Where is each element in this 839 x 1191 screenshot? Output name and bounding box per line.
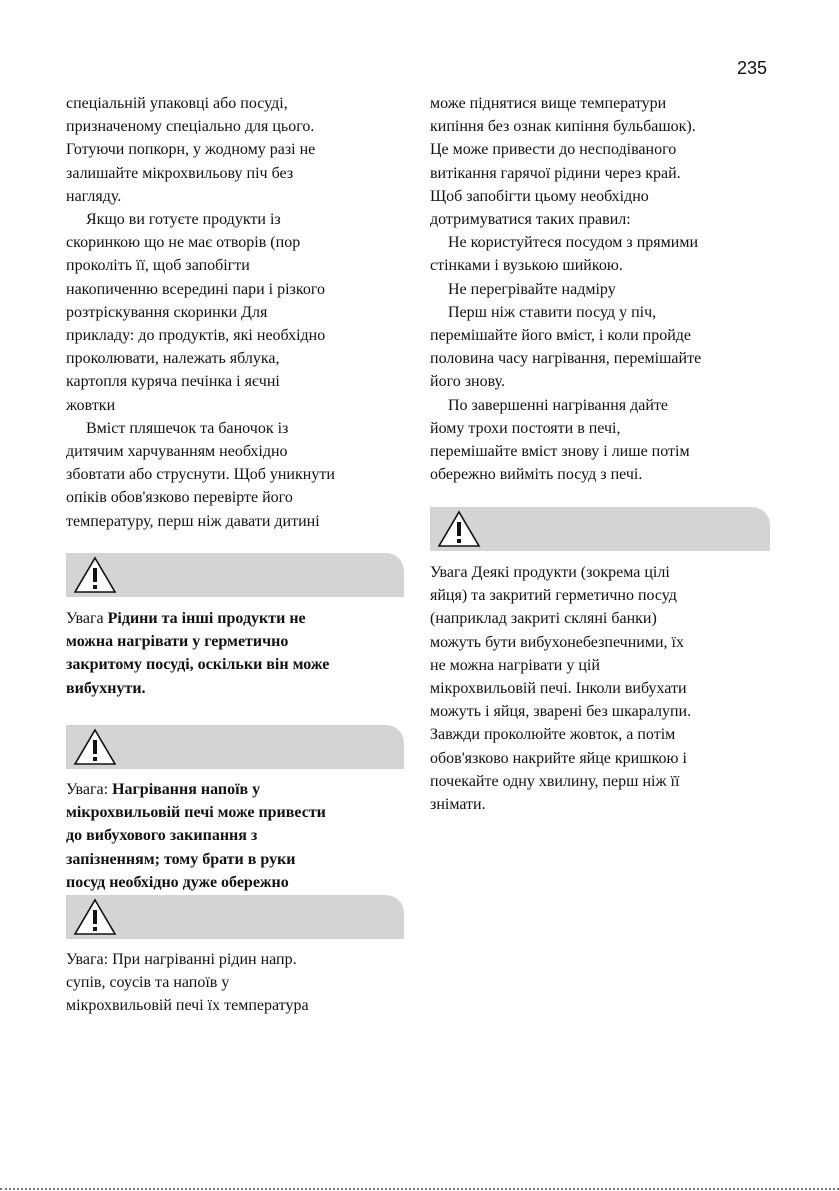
warning-bold-line: закритому посуді, оскільки він може <box>66 656 330 674</box>
text-line: Не перегрівайте надміру <box>448 280 616 298</box>
text-line: дотримуватися таких правил: <box>430 211 631 229</box>
text-line: Не користуйтеся посудом з прямими <box>448 234 698 252</box>
page-number: 235 <box>737 58 768 78</box>
text-line: обов'язково накрийте яйце кришкою і <box>430 749 687 767</box>
warning-triangle-icon <box>72 727 118 767</box>
text-line: температуру, перш ніж давати дитині <box>66 512 320 530</box>
text-line: накопиченню всередині пари і різкого <box>66 280 325 298</box>
text-line: картопля куряча печінка і яєчні <box>66 373 280 391</box>
warning-text-2 <box>66 778 326 894</box>
text-line: скоринкою що не має отворів (пор <box>66 234 301 252</box>
text-line: стінками і вузькою шийкою. <box>430 257 623 275</box>
text-line: Перш ніж ставити посуд у піч, <box>448 303 657 321</box>
warning-banner <box>66 725 404 769</box>
warning-bold-line: Нагрівання напоїв у <box>112 781 261 798</box>
text-line: Щоб запобігти цьому необхідно <box>430 187 649 205</box>
text-line: Завжди проколюйте жовток, а потім <box>430 726 676 744</box>
text-line: витікання гарячої рідини через край. <box>430 164 681 182</box>
text-line: можуть і яйця, зварені без шкаралупи. <box>430 703 692 721</box>
text-line: Увага: При нагріванні рідин напр. <box>66 951 297 968</box>
warning-bold-line: вибухнути. <box>66 679 146 697</box>
text-line: спеціальній упаковці або посуді, <box>66 95 288 112</box>
warning-triangle-icon <box>72 897 118 937</box>
warning-triangle-icon <box>72 555 118 595</box>
text-line: Це може привести до несподіваного <box>430 141 677 159</box>
warning-bold-line: до вибухового закипання з <box>66 827 258 845</box>
warning-bold-line: Рідини та інші продукти не <box>107 610 306 627</box>
text-line: Готуючи попкорн, у жодному разі не <box>66 141 316 159</box>
text-line: розтріскування скоринки Для <box>66 303 268 321</box>
text-line: мікрохвильовій печі їх температура <box>66 997 309 1015</box>
text-line: яйця) та закритий герметично посуд <box>430 587 677 605</box>
text-line: перемішайте вміст знову і лише потім <box>430 443 690 461</box>
text-line: може піднятися вище температури <box>430 95 667 112</box>
text-line: обережно вийміть посуд з печі. <box>430 466 643 484</box>
text-line: йому трохи постояти в печі, <box>430 419 621 437</box>
warning-banner <box>66 895 404 939</box>
text-line: кипіння без ознак кипіння бульбашок). <box>430 118 696 136</box>
text-line: призначеному спеціально для цього. <box>66 118 315 136</box>
text-line: мікрохвильовій печі. Інколи вибухати <box>430 680 687 698</box>
text-line: прикладу: до продуктів, які необхідно <box>66 327 326 345</box>
warning-banner <box>66 553 404 597</box>
warning-bold-line: запізненням; тому брати в руки <box>66 850 296 868</box>
text-line: супів, соусів та напоїв у <box>66 974 230 992</box>
warning-prefix: Увага <box>66 610 108 627</box>
text-line: (наприклад закриті скляні банки) <box>430 610 657 628</box>
warning-bold-line: мікрохвильовій печі може привести <box>66 804 326 822</box>
text-line: почекайте одну хвилину, перш ніж її <box>430 772 680 790</box>
warning-prefix: Увага: <box>66 781 113 798</box>
text-line: опіків обов'язково перевірте його <box>66 489 293 507</box>
text-line: не можна нагрівати у цій <box>430 656 600 674</box>
text-line: половина часу нагрівання, перемішайте <box>430 350 702 368</box>
text-line: жовтки <box>66 396 116 414</box>
text-line: проколювати, належать яблука, <box>66 350 280 368</box>
text-line: Вміст пляшечок та баночок із <box>86 419 289 437</box>
text-line: залишайте мікрохвильову піч без <box>66 164 294 182</box>
text-line: Якщо ви готуєте продукти із <box>86 211 281 229</box>
text-line: можуть бути вибухонебезпечними, їх <box>430 633 684 651</box>
text-line: збовтати або струснути. Щоб уникнути <box>66 466 335 484</box>
text-line: перемішайте його вміст, і коли пройде <box>430 327 691 345</box>
right-column-text <box>430 92 785 486</box>
text-line: нагляду. <box>66 187 122 205</box>
text-line: дитячим харчуванням необхідно <box>66 443 288 461</box>
warning-text-4 <box>430 561 691 816</box>
text-line: По завершенні нагрівання дайте <box>448 396 669 414</box>
page-bottom-border <box>0 1188 839 1190</box>
text-line: знімати. <box>430 796 486 814</box>
warning-bold-line: можна нагрівати у герметично <box>66 633 289 651</box>
left-column-text <box>66 92 411 533</box>
warning-text-3 <box>66 948 309 1018</box>
warning-bold-line: посуд необхідно дуже обережно <box>66 873 289 891</box>
warning-text-1 <box>66 607 329 700</box>
text-line: проколіть її, щоб запобігти <box>66 257 250 275</box>
text-line: Увага Деякі продукти (зокрема цілі <box>430 564 670 581</box>
text-line: його знову. <box>430 373 506 391</box>
warning-triangle-icon <box>436 509 482 549</box>
warning-banner <box>430 507 770 551</box>
